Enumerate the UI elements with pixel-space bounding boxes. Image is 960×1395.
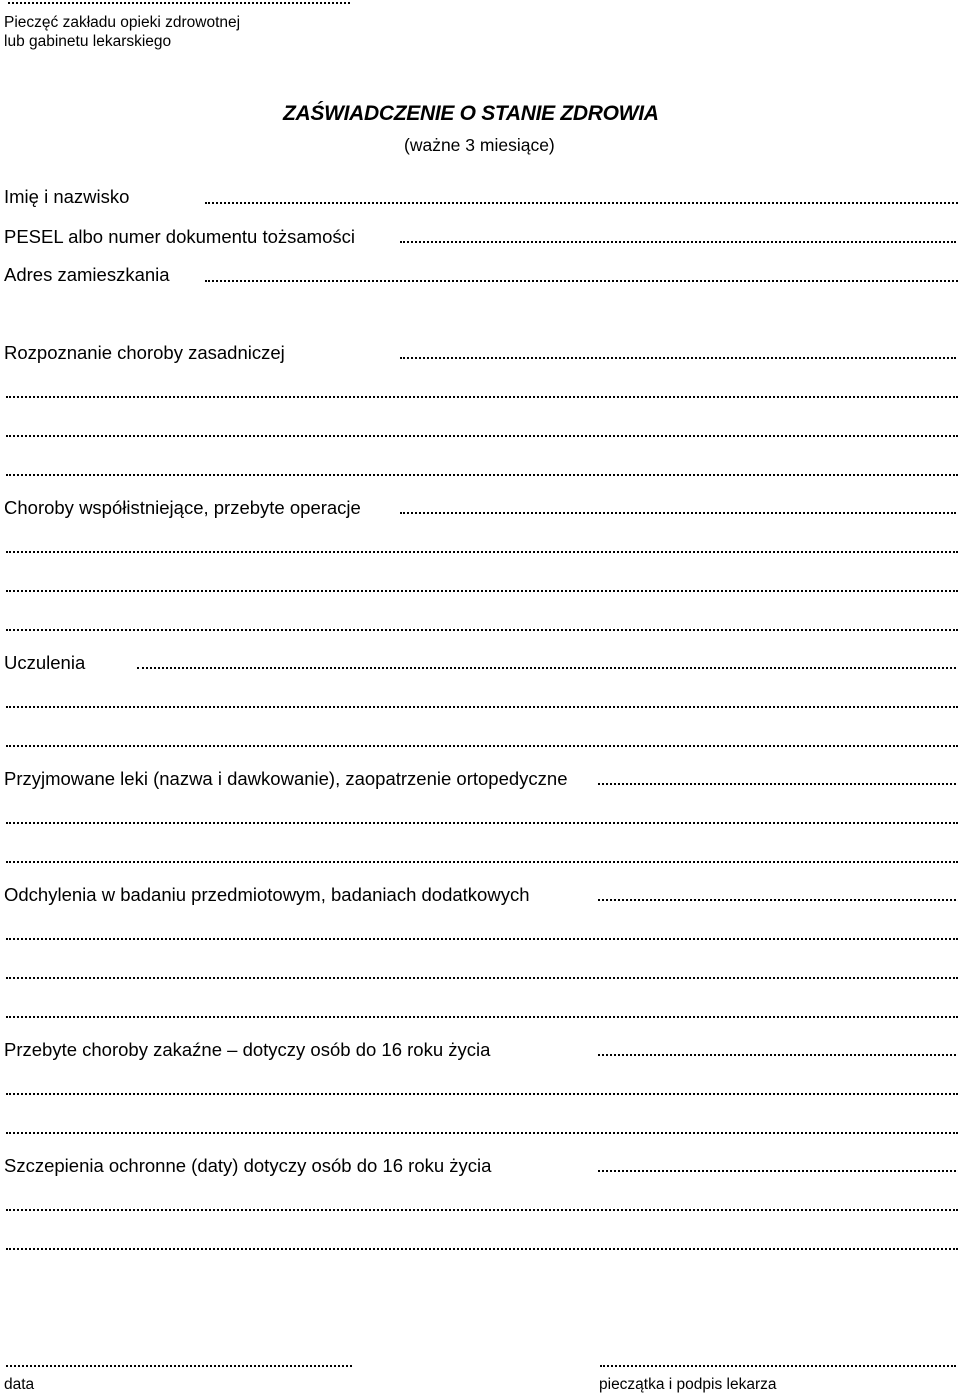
deviations-line-4[interactable] xyxy=(6,1016,958,1018)
medications-field[interactable] xyxy=(598,783,956,785)
comorbidities-field[interactable] xyxy=(400,512,956,514)
address-label: Adres zamieszkania xyxy=(4,264,170,285)
diagnosis-label: Rozpoznanie choroby zasadniczej xyxy=(4,342,285,363)
vaccinations-line-2[interactable] xyxy=(6,1209,958,1211)
diagnosis-field[interactable] xyxy=(400,357,956,359)
comorbidities-line-2[interactable] xyxy=(6,551,958,553)
deviations-line-3[interactable] xyxy=(6,977,958,979)
vaccinations-line-3[interactable] xyxy=(6,1248,958,1250)
name-label: Imię i nazwisko xyxy=(4,186,130,207)
pesel-field[interactable] xyxy=(400,241,956,243)
signature-label: pieczątka i podpis lekarza xyxy=(599,1376,777,1393)
name-field[interactable] xyxy=(205,202,958,204)
date-field[interactable] xyxy=(6,1365,352,1367)
date-label: data xyxy=(4,1376,35,1393)
stamp-dotted-line[interactable] xyxy=(8,2,350,4)
document-subtitle: (ważne 3 miesiące) xyxy=(404,135,555,155)
allergies-field[interactable] xyxy=(137,667,956,669)
infectious-line-3[interactable] xyxy=(6,1132,958,1134)
medications-label: Przyjmowane leki (nazwa i dawkowanie), zaopatrzenie ortopedyczne xyxy=(4,768,568,789)
diagnosis-line-2[interactable] xyxy=(6,396,958,398)
comorbidities-line-4[interactable] xyxy=(6,629,958,631)
vaccinations-label: Szczepienia ochronne (daty) dotyczy osób do 16 roku życia xyxy=(4,1155,492,1176)
signature-field[interactable] xyxy=(600,1365,956,1367)
address-field[interactable] xyxy=(205,280,958,282)
comorbidities-label: Choroby współistniejące, przebyte operacje xyxy=(4,497,361,518)
infectious-field[interactable] xyxy=(598,1054,956,1056)
diagnosis-line-3[interactable] xyxy=(6,435,958,437)
stamp-label-line1: Pieczęć zakładu opieki zdrowotnej xyxy=(4,14,241,31)
diagnosis-line-4[interactable] xyxy=(6,474,958,476)
infectious-line-2[interactable] xyxy=(6,1093,958,1095)
allergies-line-2[interactable] xyxy=(6,706,958,708)
medications-line-3[interactable] xyxy=(6,861,958,863)
comorbidities-line-3[interactable] xyxy=(6,590,958,592)
allergies-line-3[interactable] xyxy=(6,745,958,747)
deviations-field[interactable] xyxy=(598,899,956,901)
document-title: ZAŚWIADCZENIE O STANIE ZDROWIA xyxy=(283,102,659,125)
vaccinations-field[interactable] xyxy=(598,1170,956,1172)
deviations-line-2[interactable] xyxy=(6,938,958,940)
medications-line-2[interactable] xyxy=(6,822,958,824)
pesel-label: PESEL albo numer dokumentu tożsamości xyxy=(4,226,355,247)
stamp-label-line2: lub gabinetu lekarskiego xyxy=(4,33,172,50)
deviations-label: Odchylenia w badaniu przedmiotowym, badaniach dodatkowych xyxy=(4,884,530,905)
allergies-label: Uczulenia xyxy=(4,652,86,673)
infectious-label: Przebyte choroby zakaźne – dotyczy osób do 16 roku życia xyxy=(4,1039,491,1060)
